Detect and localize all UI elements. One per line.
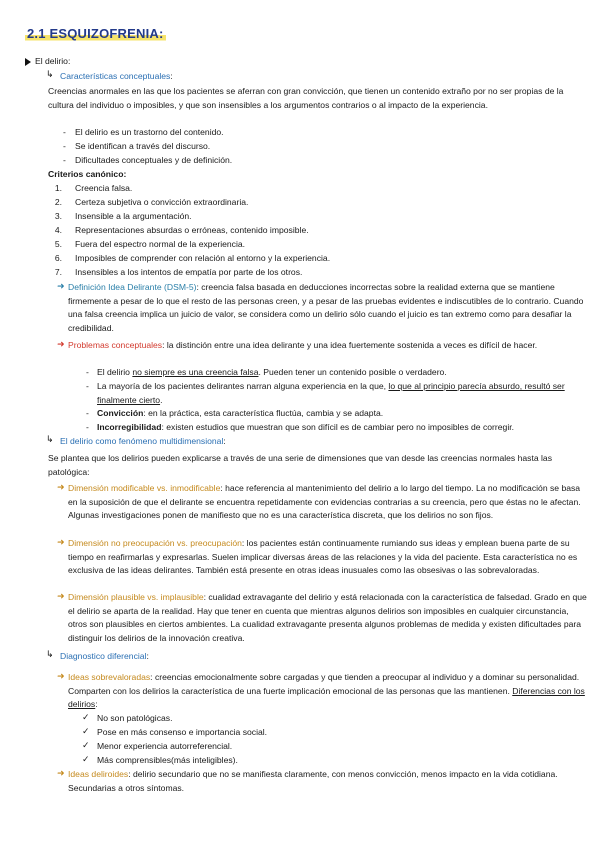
criterio-item: Imposibles de comprender con relación al entorno y la experiencia.	[75, 253, 331, 263]
problemas-label: Problemas conceptuales	[68, 340, 163, 350]
return-arrow-icon: ↳	[46, 434, 54, 444]
return-arrow-icon: ↳	[46, 69, 54, 79]
dash-bullet: -	[63, 127, 66, 137]
arrow-icon: ➜	[57, 537, 65, 547]
check-item: Más comprensibles(más inteligibles).	[97, 755, 238, 765]
dash-item: Dificultades conceptuales y de definición.	[75, 155, 233, 165]
criterio-item: Fuera del espectro normal de la experiencia.	[75, 239, 246, 249]
subsection-label: El delirio como fenómeno multidimensional	[60, 436, 224, 446]
arrow-icon: ➜	[57, 281, 65, 291]
check-icon: ✓	[82, 740, 90, 750]
intro-paragraph: Creencias anormales en las que los pacientes se aferran con gran convicción, que tienen un contenido extraño por no ser propias de la cultura del individuo o imposibles, y que son insensibles a los argumentos contrarios o al impacto de la experiencia.	[48, 86, 564, 110]
multi-intro: Se plantea que los delirios pueden explicarse a través de una serie de dimensiones que van desde las creencias normales hasta las patológica:	[48, 453, 552, 477]
check-item: No son patológicas.	[97, 713, 173, 723]
subsection-label: Diagnostico diferencial	[60, 651, 147, 661]
criterios-label: Criterios canónico:	[48, 169, 127, 179]
triangle-bullet-icon	[25, 58, 31, 66]
dimension-paragraph: Dimensión plausible vs. implausible: cualidad extravagante del delirio y está relacionada con la característica de falsedad. Grado en que el delirio se aparta de la realidad. Hay que tener en cuenta que mientras algunos delirios son imposibles en cualquier circunstancia, otros son plausibles en ciertos ambientes. La cualidad extravagante presenta algunos problemas de medida y existen dificultades para distinguir los delirios de la innovación creativa.	[68, 592, 587, 643]
dimension-paragraph: Dimensión no preocupación vs. preocupación: los pacientes están continuamente rumiando sus ideas y emplean buena parte de su tiempo en reafirmarlas y expresarlas. Suelen implicar diversas áreas de las relaciones y la vida del paciente. Esta característica no es exclusiva de las ideas delirantes. También está presente en otras ideas inusuales como las obsesivas o las sobrevaloradas.	[68, 538, 578, 576]
deliroides-paragraph: Ideas deliroides: delirio secundario que no se manifiesta claramente, con menos convicción, menos impacto en la vida cotidiana. Secundarias a otros síntomas.	[68, 769, 558, 793]
subsection-label: Características conceptuales	[60, 71, 171, 81]
arrow-icon: ➜	[57, 768, 65, 778]
criterio-item: Representaciones absurdas o erróneas, contenido imposible.	[75, 225, 309, 235]
criterio-item: Insensibles a los intentos de empatía por parte de los otros.	[75, 267, 303, 277]
dash-bullet: -	[63, 155, 66, 165]
criterio-item: Insensible a la argumentación.	[75, 211, 192, 221]
problema-item: Incorregibilidad: existen estudios que muestran que son difícil es de cambiar pero no imposibles de corregir.	[97, 422, 515, 432]
criterio-item: Creencia falsa.	[75, 183, 133, 193]
check-item: Pose en más consenso e importancia social.	[97, 727, 268, 737]
problemas-paragraph: Problemas conceptuales: la distinción entre una idea delirante y una idea fuertemente sostenida a veces es difícil de hacer.	[68, 340, 538, 350]
check-item: Menor experiencia autorreferencial.	[97, 741, 233, 751]
page-title: 2.1 ESQUIZOFRENIA:	[27, 26, 164, 41]
problema-item: La mayoría de los pacientes delirantes narran alguna experiencia en la que, lo que al principio parecía absurdo, resultó ser finalmente cierto.	[97, 381, 565, 405]
dash-item: El delirio es un trastorno del contenido.	[75, 127, 224, 137]
dash-bullet: -	[63, 141, 66, 151]
return-arrow-icon: ↳	[46, 649, 54, 659]
criterio-item: Certeza subjetiva o convicción extraordinaria.	[75, 197, 249, 207]
dsm-label: Definición Idea Delirante (DSM-5)	[68, 282, 197, 292]
check-icon: ✓	[82, 726, 90, 736]
dsm-paragraph: Definición Idea Delirante (DSM-5): creencia falsa basada en deducciones incorrectas sobre la realidad externa que se mantiene firmemente a pesar de lo que el resto de las personas creen, y a pesar de las pruebas evidentes e indiscutibles de lo contrario. Cuando una falsa creencia implica un juicio de valor, se considera como un delirio sólo cuando el juicio es tan extremo como para desafiar la credibilidad.	[68, 282, 584, 333]
arrow-icon: ➜	[57, 482, 65, 492]
dimension-paragraph: Dimensión modificable vs. inmodificable: hace referencia al mantenimiento del delirio a lo largo del tiempo. La no modificación se basa en la suposición de que el delirante se encuentra repetidamente con evidencias contrarias a su creencia, pero que éstas no le afectan. Algunas investigaciones ponen de manifiesto que no es una característica discreta, que los delirios no son fijos.	[68, 483, 581, 521]
check-icon: ✓	[82, 712, 90, 722]
section-heading: El delirio:	[35, 56, 71, 66]
dash-item: Se identifican a través del discurso.	[75, 141, 211, 151]
problema-item: El delirio no siempre es una creencia falsa. Pueden tener un contenido posible o verdadero.	[97, 367, 447, 377]
document-page: 2.1 ESQUIZOFRENIA: El delirio: ↳ Características conceptuales: Creencias anormales en las que los pacientes se aferran con gran convicción, que tienen un contenido extraño por no ser propias de la cultura del individuo o imposibles, y que son insensibles a los argumentos contrarios o al impacto de la experiencia. - El delirio es un trastorno del contenido. - Se identifican a través del discurso. - Dificultades conceptuales y de definición. Criterios canónico: 1. Creencia falsa. 2. Certeza subjetiva o convicción extraordinaria. 3. Insensible a la argumentación. 4. Representaciones absurdas o erróneas, contenido imposible. 5. Fuera del espectro normal de la experiencia. 6. Imposibles de comprender con relación al entorno y la experiencia. 7. Insensibles a los intentos de empatía por parte de los otros. ➜ Definición Idea Delirante (DSM-5): creencia falsa basada en deducciones incorrectas sobre la realidad externa que se mantiene firmemente a pesar de lo que el resto de las personas creen, y a pesar de las pruebas evidentes e indiscutibles de lo contrario. Cuando una falsa creencia implica un juicio de valor, se considera como un delirio sólo cuando el juicio es tan extremo como para desafiar la credibilidad. ➜ Problemas conceptuales: la distinción entre una idea delirante y una idea fuertemente sostenida a veces es difícil de hacer. - El delirio no siempre es una creencia falsa. Pueden tener un contenido posible o verdadero. - La mayoría de los pacientes delirantes narran alguna experiencia en la que, lo que al principio parecía absurdo, resultó ser finalmente cierto. - Convicción: en la práctica, esta característica fluctúa, cambia y se adapta. - Incorregibilidad: existen estudios que muestran que son difícil es de cambiar pero no imposibles de corregir. ↳ El delirio como fenómeno multidimensional: Se plantea que los delirios pueden explicarse a través de una serie de dimensiones que van desde las creencias normales hasta las patológica: ➜ Dimensión modificable vs. inmodificable: hace referencia al mantenimiento del delirio a lo largo del tiempo. La no modificación se basa en la suposición de que el delirante se encuentra repetidamente con evidencias contrarias a su creencia, pero que éstas no le afectan. Algunas investigaciones ponen de manifiesto que no es una característica discreta, que los delirios no son fijos. ➜ Dimensión no preocupación vs. preocupación: los pacientes están continuamente rumiando sus ideas y emplean buena parte de su tiempo en reafirmarlas y expresarlas. Suelen implicar diversas áreas de las relaciones y la vida del paciente. Esta característica no es exclusiva de las ideas delirantes. También está presente en otras ideas inusuales como las obsesivas o las sobrevaloradas. ➜ Dimensión plausible vs. implausible: cualidad extravagante del delirio y está relacionada con la característica de falsedad. Grado en que el delirio se aparta de la realidad. Hay que tener en cuenta que mientras algunos delirios son imposibles en cualquier circunstancia, otros son plausibles en ciertos ambientes. La cualidad extravagante presenta algunos problemas de medida y existen dificultades para distinguir los delirios de la innovación creativa. ↳ Diagnostico diferencial: ➜ Ideas sobrevaloradas: creencias emocionalmente sobre cargadas y que tienden a preocupar al individuo y a dominar su personalidad. Comparten con los delirios la característica de una fuerte implicación emocional de las personas que las mantienen. Diferencias con los delirios: ✓ No son patológicas. ✓ Pose en más consenso e importancia social. ✓ Menor experiencia autorreferencial. ✓ Más comprensibles(más inteligibles). ➜ Ideas deliroides: delirio secundario que no se manifiesta claramente, con menos convicción, menos impacto en la vida cotidiana. Secundarias a otros síntomas.	[0, 0, 601, 848]
problema-item: Convicción: en la práctica, esta característica fluctúa, cambia y se adapta.	[97, 408, 384, 418]
ideas-paragraph: Ideas sobrevaloradas: creencias emocionalmente sobre cargadas y que tienden a preocupar al individuo y a dominar su personalidad. Comparten con los delirios la característica de una fuerte implicación emocional de las personas que las mantienen. Diferencias con los delirios:	[68, 672, 585, 710]
arrow-icon: ➜	[57, 591, 65, 601]
arrow-icon: ➜	[57, 671, 65, 681]
check-icon: ✓	[82, 754, 90, 764]
arrow-icon: ➜	[57, 339, 65, 349]
